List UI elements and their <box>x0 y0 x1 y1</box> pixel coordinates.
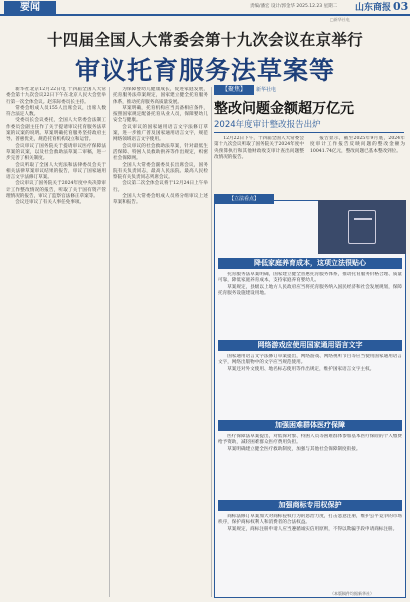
paragraph: 草案明确，托育机构应当具备相应条件，按照国家规定配备托育从业人员，保障婴幼儿安全与健康。 <box>113 105 208 124</box>
paragraph: 会议第二次全体会议将于12月24日上午举行。 <box>113 181 208 193</box>
box-section-text <box>218 272 402 336</box>
paragraph: 会议审议的社会救助法草案，针对最低生活保障、特困人员救助供养等作出规定，织密社会保障网。 <box>113 143 208 162</box>
page-number: 03 <box>393 0 409 13</box>
focus-title: 整改问题金额超万亿元 <box>214 101 354 117</box>
box-footnote: （本版稿件均据新华社） <box>330 591 374 596</box>
paragraph: 草案明确建立健全医疗救助制度，加强与其他社会保障制度衔接。 <box>227 446 361 452</box>
paragraph: 为保障婴幼儿健康成长，促进家庭发展，托育服务法草案规定，国家建立健全托育服务体系，推动托育服务高质量发展。 <box>113 87 208 105</box>
box-tag: 【立法看点】 <box>214 194 274 204</box>
focus-text-2 <box>310 136 405 192</box>
article-column-2 <box>113 87 208 597</box>
issue-meta: 责编/潘宏 设计/郭金华 2025.12.23 星期二 <box>250 4 338 9</box>
box-section-text <box>218 514 402 588</box>
paragraph: 草案还对外文使用、地名标志使用等作出规定，维护国家语言文字主权。 <box>227 366 375 372</box>
paragraph: 报告显示，截至2025年9月底，2024年度审计工作报告反映问题的整改金额为10041.74亿元，整改问题已基本整改到位。 <box>310 136 405 154</box>
box-section-title: 加强困难群体医疗保障 <box>218 420 402 431</box>
paragraph: 草案规定，县级以上地方人民政府应当将托育服务纳入国民经济和社会发展规划，保障托育服务设施建设用地。 <box>218 284 402 296</box>
focus-text-1 <box>214 136 304 192</box>
paragraph: 会议审议了国务院关于提请审议医疗保障法草案的议案，以及社会救助法草案二审稿，进一步完善了相关制度。 <box>6 143 106 162</box>
article-column-1 <box>6 87 106 597</box>
paragraph: 商标法修订草案加大对商标侵权行为的惩治力度，打击恶意注册，维护公平竞争的市场秩序，保护商标权利人和消费者的合法权益。 <box>218 514 402 526</box>
main-headline: 审议托育服务法草案等 <box>74 56 335 85</box>
box-section-title: 网络游戏应使用国家通用语言文字 <box>218 340 402 351</box>
paragraph: 会议审议的国家通用语言文字法修订草案，进一步推广普及国家通用语言文字，规范网络领域语言文字使用。 <box>113 124 208 143</box>
editor-credit: □新华社电 <box>330 17 350 22</box>
law-book-image <box>318 200 406 254</box>
paragraph: 国家通用语言文字法修订草案提出，网络游戏、网络视听节目等应当使用国家通用语言文字，网络出版物中的文字应当规范使用。 <box>218 354 402 366</box>
paper-name: 山东商报 <box>355 3 392 13</box>
box-section-title: 降低家庭养育成本，这项立法很贴心 <box>218 258 402 269</box>
focus-source: 新华社电 <box>256 87 277 93</box>
paragraph: 会议还审议了有关人事任免事项。 <box>15 200 85 206</box>
book-icon <box>348 210 376 244</box>
focus-tag: 【聚焦】 <box>214 85 254 95</box>
paragraph: 草案规定，商标注册申请人应当遵循诚实信用原则，不得以欺骗手段申请商标注册。 <box>227 526 398 532</box>
paragraph: 全国人大常委会组成人员将分组审议上述草案和报告。 <box>113 194 208 206</box>
focus-subtitle: 2024年度审计整改报告出炉 <box>214 120 321 130</box>
paragraph: 受委员长会议委托，全国人大常委会法制工作委员会副主任作了关于提请审议托育服务法草案的议案的说明。草案明确托育服务坚持政府主导、普惠优先，规范托育机构设立和运营。 <box>6 118 106 143</box>
masthead <box>0 0 410 16</box>
paragraph: 会议审议了国务院关于2024年度中央决算审计工作整改情况的报告，听取了关于国有资产管理情况的报告，审议了监察官法修正草案等。 <box>6 181 106 200</box>
column-divider <box>211 87 212 597</box>
book-line-icon <box>354 218 372 220</box>
paragraph: 新华社北京12月22日电 十四届全国人大常委会第十九次会议22日下午在北京人民大会堂举行第一次全体会议。赵乐际委员长主持。 <box>6 87 106 105</box>
paragraph: 托育服务法草案明确，国家建立健全普惠托育服务体系，推动托育服务价格合理、质量可靠，降低家庭养育成本，支持家庭养育婴幼儿。 <box>218 272 402 284</box>
paragraph: 会议听取了全国人大宪法和法律委员会关于相关法律草案审议结果的报告，审议了国家通用语言文字法修订草案。 <box>6 162 106 181</box>
paragraph: 12月22日下午，十四届全国人大常委会第十九次会议听取了国务院关于2024年度中央预算执行和其他财政收支审计查出问题整改情况的报告。 <box>214 136 304 160</box>
box-section-text <box>218 434 402 496</box>
kicker-headline: 十四届全国人大常委会第十九次会议在京举行 <box>46 31 363 49</box>
paragraph: 全国人大常委会副委员长出席会议，国务院有关负责同志，最高人民法院、最高人民检察院有关负责同志列席会议。 <box>113 162 208 181</box>
column-divider <box>109 87 110 597</box>
section-label: 要闻 <box>4 1 56 14</box>
box-section-text <box>218 354 402 416</box>
box-section-title: 加强商标专用权保护 <box>218 500 402 511</box>
paragraph: 医疗保障法草案提出，对低保对象、特困人员等困难群体参加基本医疗保险的个人缴费给予资助，减轻困难群众医疗费用负担。 <box>218 434 402 446</box>
focus-rule <box>214 132 404 133</box>
paragraph: 常委会组成人员155人出席会议，出席人数符合法定人数。 <box>6 105 106 118</box>
